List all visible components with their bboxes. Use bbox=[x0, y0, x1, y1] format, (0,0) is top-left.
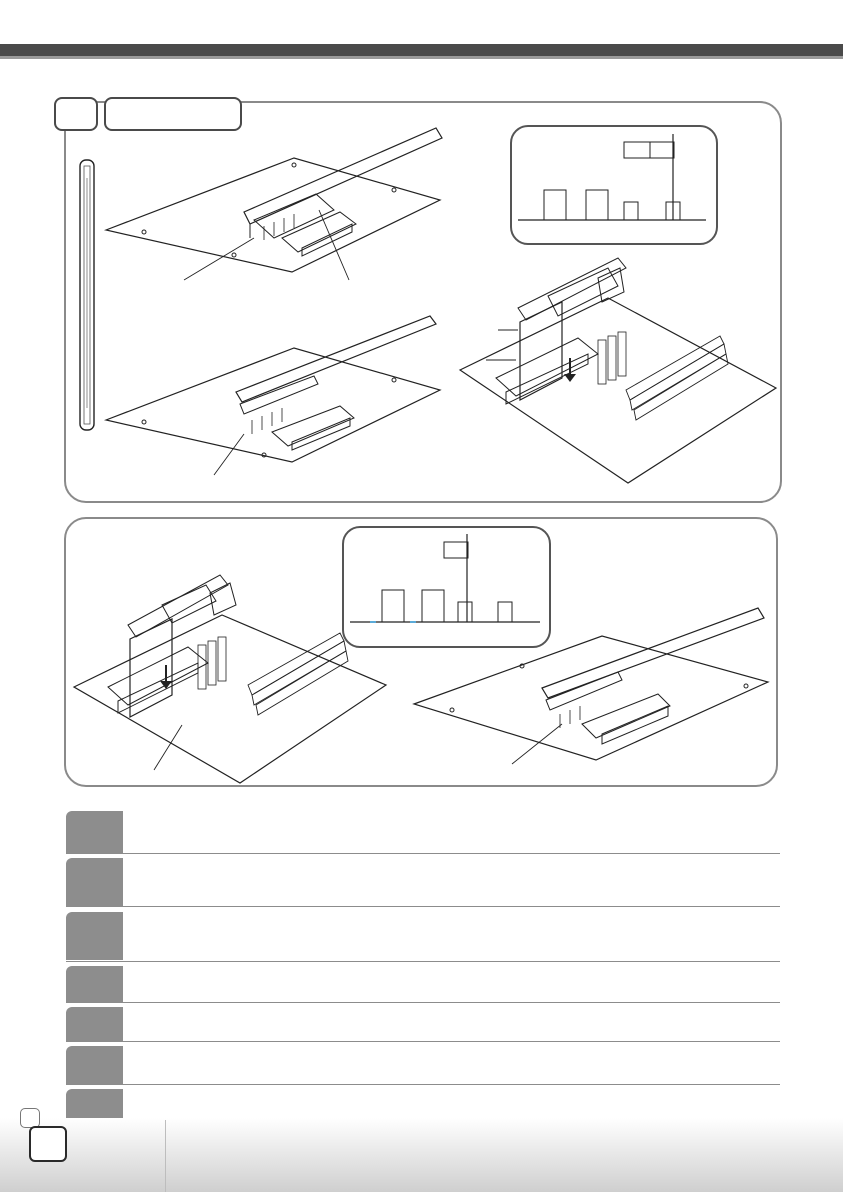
riser-bracket-side-view bbox=[76, 158, 106, 433]
row-number-block bbox=[66, 858, 123, 906]
header-bar-shadow bbox=[0, 56, 843, 59]
page-chip-small bbox=[20, 1108, 40, 1128]
riser-on-board-bottom-left bbox=[104, 310, 444, 480]
footer-divider bbox=[165, 1120, 166, 1192]
footer-band bbox=[0, 1118, 843, 1192]
instruction-row bbox=[66, 1042, 780, 1085]
instruction-row bbox=[66, 907, 780, 962]
instruction-row bbox=[66, 962, 780, 1003]
riser-on-board-bottom-right bbox=[412, 606, 772, 766]
row-number-block bbox=[66, 1007, 123, 1041]
instruction-row bbox=[66, 854, 780, 907]
instruction-row bbox=[66, 1003, 780, 1042]
riser-on-board-top-left bbox=[104, 120, 444, 290]
row-number-block bbox=[66, 966, 123, 1002]
header-bar bbox=[0, 44, 843, 56]
step-number-chip bbox=[54, 97, 98, 131]
instruction-list bbox=[66, 807, 780, 1124]
instruction-row bbox=[66, 807, 780, 854]
row-number-block bbox=[66, 811, 123, 853]
row-number-block bbox=[66, 1046, 123, 1084]
card-insertion-detail-top-art bbox=[516, 132, 711, 236]
page-number-chip bbox=[29, 1126, 67, 1162]
motherboard-with-riser-top-right bbox=[458, 258, 778, 493]
row-number-block bbox=[66, 912, 123, 960]
